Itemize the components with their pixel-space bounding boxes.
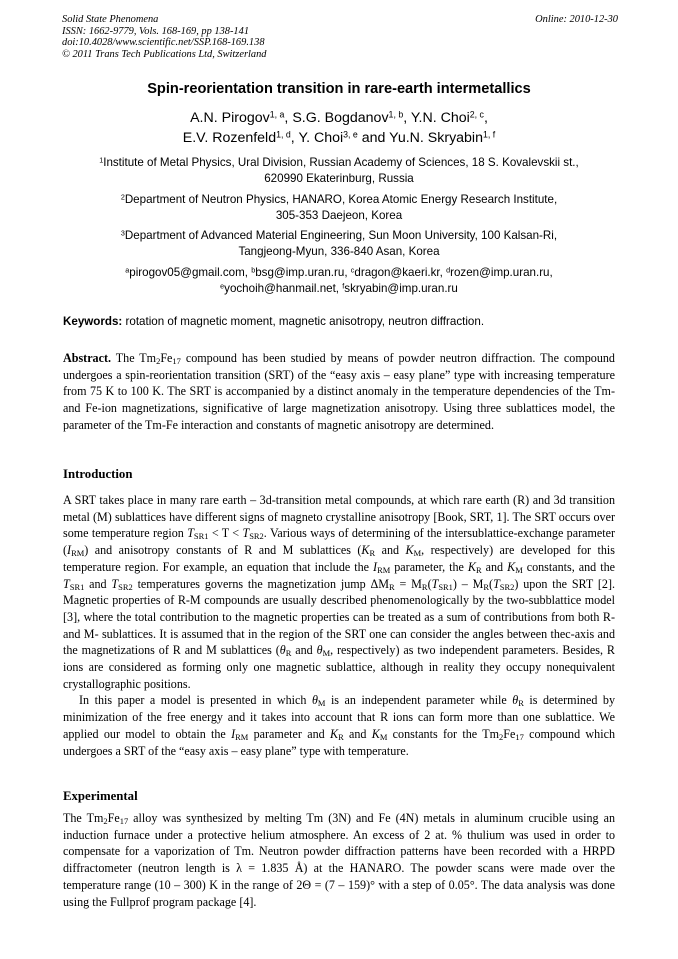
author-name: S.G. Bogdanov	[292, 110, 389, 126]
affiliation-text: Institute of Metal Physics, Ural Division, Russian Academy of Sciences, 18 S. Kovalevskii st.,	[103, 156, 579, 169]
symbol: T	[63, 576, 70, 591]
text-run: = M	[394, 576, 422, 591]
affiliation-number: 3	[120, 228, 125, 238]
symbol: K	[467, 559, 476, 574]
text-run: compound which undergoes a SRT of the “easy axis – easy plane” type with temperature.	[63, 726, 615, 758]
email-address: yochoih@hanmail.net,	[224, 281, 340, 295]
symbol: I	[373, 559, 378, 574]
paragraph	[63, 810, 615, 910]
author-conjunction: and	[361, 130, 386, 146]
subscript: R	[389, 581, 395, 592]
doi-line: doi:10.4028/www.scientific.net/SSP.168-169.138	[62, 37, 265, 49]
author-superscript: 1, a	[269, 109, 285, 120]
text-run: The Tm	[115, 351, 157, 365]
author-name: Yu.N. Skryabin	[389, 130, 483, 146]
email-address: skryabin@imp.uran.ru	[344, 281, 458, 295]
text-run: constants, and the	[522, 559, 615, 574]
text-run: . Various ways of determining of the intersublattice-exchange parameter (	[63, 526, 616, 558]
email-address: rozen@imp.uran.ru,	[450, 266, 553, 279]
affiliation-2	[0, 192, 678, 223]
author-superscript: 1, f	[482, 129, 496, 140]
symbol: K	[507, 559, 516, 574]
text-run: compound has been studied by means of powder neutron diffraction. The compound undergoes a spin-reorientation transition (SRT) of the “easy axis – easy plane” type with increasing temperature from 75 K to 100 K. The SRT is accompanied by a distinct anomaly in the temperature dependencies of the Tm- and Fe-ion magnetizations, significative of large magnetization anisotropy. Using three sublattices model, the parameter of the Tm-Fe interaction and constants of magnetic anisotropy are determined.	[63, 351, 615, 432]
subscript: M	[322, 648, 331, 659]
text-run: Fe	[160, 351, 173, 365]
subscript: RM	[235, 731, 249, 742]
text-run: Fe	[503, 726, 516, 741]
author-superscript: 1, d	[276, 129, 291, 140]
affiliation-text: Tangjeong-Myun, 336-840 Asan, Korea	[238, 244, 440, 258]
text-run: is determined by minimization of the free energy and it takes into account that R ions can form more than one sublattice. We applied our model to obtain the	[63, 693, 615, 741]
subscript: 2	[499, 731, 504, 742]
text-run: ) upon the SRT [2]. Magnetic properties of R-M compounds are usually described phenomenologically by the two-subblattice model [3], where the total contribution to the magnetic properties can be treated as a sum of contributions from both R- and M- sublattices. It is assumed that in the region of the SRT one can consider the angles between thec-axis and the magnetizations of R and M sublattices (	[63, 576, 615, 658]
subscript: R	[475, 564, 482, 575]
subscript: 17	[172, 356, 181, 367]
symbol: T	[111, 576, 119, 591]
keywords	[63, 315, 619, 328]
section-heading-introduction: Introduction	[63, 467, 133, 481]
email-marker: b	[251, 265, 256, 275]
subscript: M	[413, 548, 422, 559]
keywords-label: Keywords:	[63, 315, 123, 328]
text-run: In this paper a model is presented in which	[79, 693, 312, 708]
online-date: Online: 2010-12-30	[535, 14, 618, 25]
text-run: is an independent parameter while	[325, 693, 513, 708]
symbol: I	[231, 726, 236, 741]
subscript: M	[317, 698, 326, 709]
text-run: ) – M	[452, 576, 484, 591]
email-address: bsg@imp.uran.ru,	[255, 266, 348, 279]
subscript: R	[338, 731, 344, 742]
text-run: The Tm	[63, 811, 104, 825]
symbol: T	[242, 526, 250, 541]
subscript: 2	[103, 816, 108, 827]
text-run: parameter and	[248, 726, 330, 741]
subscript: SR1	[193, 531, 209, 542]
journal-name: Solid State Phenomena	[62, 14, 159, 25]
text-run: alloy was synthesized by melting Tm (3N) and Fe (4N) metals in aluminum crucible using an induction furnace under a protective helium atmosphere. An excess of 2 at. % thulium was used in order to compensate for a vaporization of Tm. Neutron powder diffraction patterns have been recorded with a HRPD diffractometer (neutron length is λ = 1.835 Å) at the HANARO. The powder scans were made over the temperature range (10 – 300) K in the range of 2Θ = (7 – 159)° with a step of 0.05°. The data analysis was done using the Fullprof program package [4].	[63, 811, 616, 909]
author-superscript: 1, b	[388, 109, 404, 120]
text-run: constants for the Tm	[387, 726, 499, 741]
paper-title: Spin-reorientation transition in rare-earth intermetallics	[147, 81, 531, 97]
text-run: < T <	[208, 526, 243, 541]
abstract-label: Abstract.	[63, 351, 112, 365]
author-list: A.N. Pirogov$^{1, a}$, S.G. Bogdanov$^{1, b}$, Y.N. Choi$^{2, c}$, E.V. Rozenfeld$^{1, d}$, Y. Choi$^{3, e}$ and Yu.N. Skryabin$^{1, f}$	[182, 109, 496, 146]
text-run: ) and anisotropy constants of R and M sublattices (	[84, 543, 362, 558]
text-run: and	[343, 726, 372, 741]
symbol: θ	[279, 643, 286, 658]
author-name: Y. Choi	[298, 130, 344, 146]
text-run: and	[375, 543, 406, 558]
email-address: pirogov05@gmail.com,	[129, 266, 248, 279]
text-run: parameter, the	[390, 559, 468, 574]
subscript: SR2	[499, 581, 515, 592]
symbol: θ	[316, 643, 323, 658]
text-run: and	[481, 559, 508, 574]
subscript: M	[515, 564, 523, 575]
subscript: 17	[515, 731, 524, 742]
subscript: M	[379, 731, 388, 742]
text-run: A SRT takes place in many rare earth – 3d-transition metal compounds, at which rare earth (R) and 3d transition metal (M) sublattices have different signs of magneto crystalline anisotropy [Book, SRT, 1]. The SRT occurs over some temperature region	[63, 493, 615, 541]
subscript: 17	[119, 816, 129, 827]
subscript: R	[421, 581, 428, 592]
symbol: I	[67, 543, 72, 558]
subscript: RM	[71, 548, 85, 559]
text-run: and	[84, 576, 112, 591]
text-run: and	[291, 643, 317, 658]
affiliation-text: Department of Neutron Physics, HANARO, Korea Atomic Energy Research Institute,	[124, 193, 558, 206]
email-list	[0, 265, 678, 296]
symbol: K	[405, 543, 414, 558]
subscript: 2	[156, 356, 161, 367]
journal-header	[62, 14, 618, 60]
section-heading-experimental: Experimental	[63, 789, 138, 803]
abstract	[63, 350, 615, 434]
email-marker: c	[350, 265, 355, 275]
subscript: RM	[377, 564, 391, 575]
email-marker: f	[342, 281, 345, 290]
affiliation-number: 1	[99, 155, 104, 165]
affiliation-text: 620990 Ekaterinburg, Russia	[264, 171, 414, 185]
subscript: R	[369, 548, 376, 559]
author-superscript: 2, c	[469, 109, 484, 120]
symbol: θ	[311, 693, 318, 708]
affiliation-1	[0, 155, 678, 186]
symbol: K	[371, 726, 380, 741]
paragraph: A SRT takes place in many rare earth – 3d-transition metal compounds, at which rare earth (R) and 3d transition metal (M) sublattices have different signs of magneto crystalline anisotropy [Book, SRT, 1]. The SRT occurs over some temperature region $T_{SR1} < T < T_{SR2}$. Various ways of determining of the intersublattice-exchange parameter $(I_{RM})$ and anisotropy constants of R and M sublattices ($K_R$ and $K_M$, respectively) are developed for this temperature region. For example, an equation that include the $I_{RM}$ parameter, the $K_R$ and $K_M$ constants, and the $T_{SR1}$ and $T_{SR2}$ temperatures governs the magnetization jump $\Delta M_R = M_R(T_{SR1}) - M_R(T_{SR2})$ upon the SRT [2]. Magnetic properties of R-M compounds are usually described phenomenologically by the two-subblattice model [3], where the total contribution to the magnetic properties can be treated as a sum of contributions from both R- and M- sublattices. It is assumed that in the region of the SRT one can consider the angles between thec-axis and the magnetizations of R and M sublattices ($\theta_R$ and $\theta_M$, respectively) as two independent parameters. Besides, R ions are considered as forming only one magnetic sublattice, although in reality they occupy nonequivalent crystallographic positions.	[63, 493, 616, 691]
subscript: SR1	[438, 581, 453, 592]
subscript: SR2	[118, 581, 133, 592]
experimental-body	[63, 810, 615, 910]
email-marker: a	[125, 265, 130, 275]
symbol: K	[329, 726, 339, 741]
issn-line: ISSN: 1662-9779, Vols. 168-169, pp 138-141	[62, 25, 250, 37]
symbol: T	[431, 576, 439, 591]
text-run: , respectively) as two independent parameters. Besides, R ions are considered as forming only one magnetic sublattice, although in reality they occupy nonequivalent crystallographic positions.	[63, 643, 615, 691]
symbol: θ	[512, 693, 519, 708]
keywords-text: rotation of magnetic moment, magnetic anisotropy, neutron diffraction.	[125, 315, 485, 328]
affiliation-number: 2	[120, 192, 125, 202]
affiliation-3	[0, 228, 678, 259]
subscript: R	[518, 698, 524, 709]
email-marker: d	[446, 265, 451, 275]
author-name: A.N. Pirogov	[190, 110, 270, 126]
email-address: dragon@kaeri.kr,	[354, 266, 443, 279]
author-name: Y.N. Choi	[410, 110, 470, 126]
introduction-body	[63, 492, 615, 759]
copyright-line: © 2011 Trans Tech Publications Ltd, Switzerland	[62, 48, 267, 60]
subscript: SR2	[249, 531, 264, 542]
text-run: temperatures governs the magnetization jump ΔM	[132, 576, 390, 591]
text-run: Fe	[107, 811, 120, 825]
affiliation-text: Department of Advanced Material Engineering, Sun Moon University, 100 Kalsan-Ri,	[124, 229, 558, 242]
author-superscript: 3, e	[343, 129, 358, 140]
affiliation-text: 305-353 Daejeon, Korea	[275, 208, 403, 222]
author-name: E.V. Rozenfeld	[182, 130, 277, 146]
symbol: K	[361, 543, 370, 558]
symbol: T	[493, 576, 500, 591]
subscript: R	[285, 648, 292, 659]
text-run: , respectively) are developed for this temperature region. For example, an equation that include the	[63, 543, 615, 574]
email-marker: e	[220, 281, 225, 290]
paragraph	[63, 692, 615, 759]
subscript: R	[483, 581, 490, 592]
symbol: T	[187, 526, 194, 541]
subscript: SR1	[69, 581, 85, 592]
